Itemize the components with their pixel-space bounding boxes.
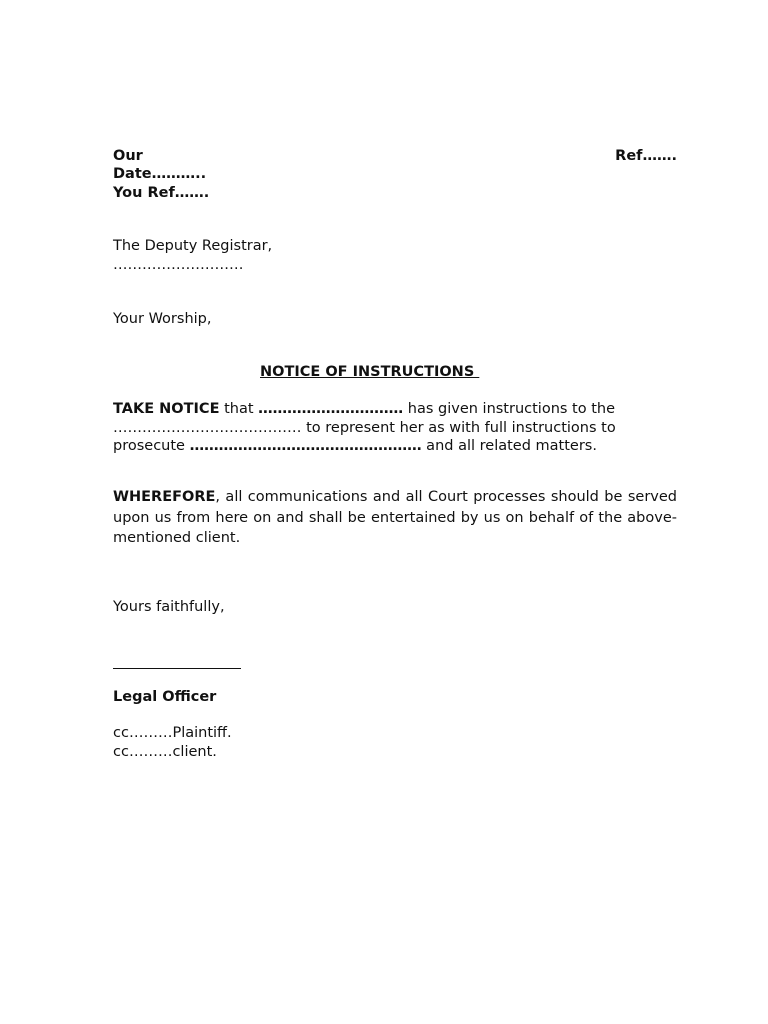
signature-line — [113, 652, 241, 669]
wherefore-label: WHEREFORE — [113, 489, 216, 505]
cc-plaintiff: cc………Plaintiff. — [113, 725, 232, 741]
ref-label: Ref……. — [615, 148, 677, 164]
text-1: has given instructions to the — [403, 401, 616, 417]
text-2: to represent her as with full instructions to — [301, 419, 616, 436]
closing: Yours faithfully, — [113, 599, 225, 615]
blank-1: ………………………… — [258, 401, 404, 417]
prosecute-text: prosecute — [113, 438, 190, 454]
take-notice-label: TAKE NOTICE — [113, 401, 220, 417]
your-ref-label: You Ref……. — [113, 185, 210, 201]
blank-3: ………………………………………… — [189, 438, 422, 454]
notice-title: NOTICE OF INSTRUCTIONS — [260, 364, 480, 380]
addressee-title: The Deputy Registrar, — [113, 238, 273, 254]
blank-2: ………………………………… — [113, 419, 302, 436]
our-label: Our — [113, 148, 143, 164]
paragraph-wherefore — [113, 487, 677, 549]
text-3: and all related matters. — [421, 438, 597, 454]
paragraph-take-notice — [113, 400, 677, 456]
that-text: that — [219, 401, 259, 417]
our-ref-row — [113, 147, 677, 165]
date-label: Date……….. — [113, 166, 207, 182]
wherefore-text: , all communications and all Court processes should be served upon us from here on and shall be entertained by us on behalf of the above-mentioned client. — [113, 489, 677, 546]
signatory-title: Legal Officer — [113, 689, 217, 705]
salutation: Your Worship, — [113, 311, 212, 327]
cc-client: cc………client. — [113, 744, 217, 760]
addressee-line: ……………………… — [113, 257, 244, 273]
